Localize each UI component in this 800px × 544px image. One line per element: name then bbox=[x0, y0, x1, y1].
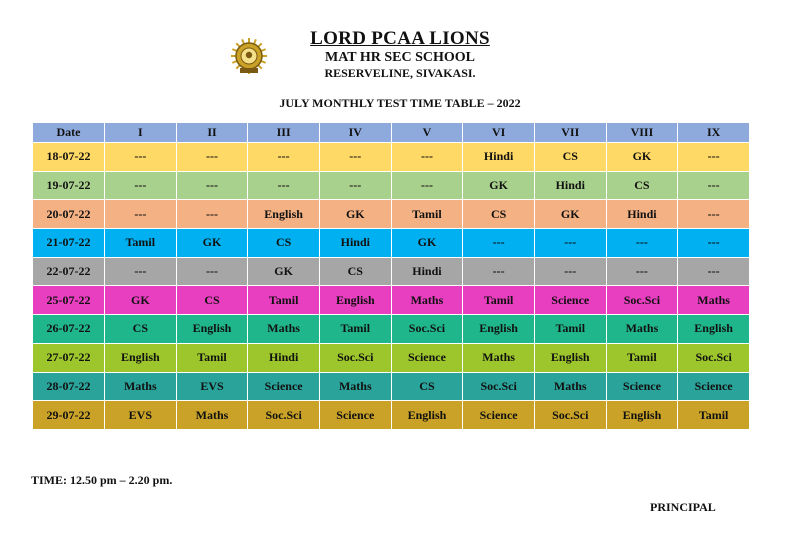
subject-cell: Tamil bbox=[105, 229, 177, 258]
subject-cell: --- bbox=[319, 171, 391, 200]
school-subtitle: MAT HR SEC SCHOOL bbox=[324, 50, 475, 65]
date-cell: 25-07-22 bbox=[33, 286, 105, 315]
table-row bbox=[33, 171, 750, 200]
subject-cell: CS bbox=[105, 315, 177, 344]
subject-cell: --- bbox=[678, 200, 750, 229]
subject-cell: Tamil bbox=[534, 315, 606, 344]
subject-cell: --- bbox=[534, 229, 606, 258]
subject-cell: Science bbox=[463, 401, 535, 430]
column-header: VIII bbox=[606, 123, 678, 143]
subject-cell: Tamil bbox=[319, 315, 391, 344]
subject-cell: English bbox=[463, 315, 535, 344]
subject-cell: CS bbox=[248, 229, 320, 258]
table-row bbox=[33, 229, 750, 258]
subject-cell: --- bbox=[678, 171, 750, 200]
table-row bbox=[33, 257, 750, 286]
subject-cell: Science bbox=[319, 401, 391, 430]
subject-cell: Maths bbox=[105, 372, 177, 401]
subject-cell: Soc.Sci bbox=[463, 372, 535, 401]
subject-cell: Soc.Sci bbox=[319, 343, 391, 372]
date-cell: 19-07-22 bbox=[33, 171, 105, 200]
subject-cell: Maths bbox=[176, 401, 248, 430]
subject-cell: Maths bbox=[248, 315, 320, 344]
school-location: RESERVELINE, SIVAKASI. bbox=[324, 66, 476, 80]
subject-cell: --- bbox=[391, 143, 463, 172]
subject-cell: GK bbox=[105, 286, 177, 315]
subject-cell: Soc.Sci bbox=[248, 401, 320, 430]
column-header: IX bbox=[678, 123, 750, 143]
subject-cell: GK bbox=[248, 257, 320, 286]
subject-cell: English bbox=[176, 315, 248, 344]
column-header: Date bbox=[33, 123, 105, 143]
school-name: LORD PCAA LIONS bbox=[310, 28, 490, 49]
subject-cell: --- bbox=[176, 200, 248, 229]
subject-cell: --- bbox=[606, 229, 678, 258]
subject-cell: --- bbox=[678, 229, 750, 258]
subject-cell: CS bbox=[463, 200, 535, 229]
subject-cell: English bbox=[105, 343, 177, 372]
subject-cell: Hindi bbox=[391, 257, 463, 286]
column-header: V bbox=[391, 123, 463, 143]
column-header: III bbox=[248, 123, 320, 143]
subject-cell: Tamil bbox=[176, 343, 248, 372]
timetable-body bbox=[33, 143, 750, 430]
subject-cell: Soc.Sci bbox=[678, 343, 750, 372]
column-header: I bbox=[105, 123, 177, 143]
date-cell: 28-07-22 bbox=[33, 372, 105, 401]
subject-cell: Hindi bbox=[248, 343, 320, 372]
subject-cell: --- bbox=[105, 171, 177, 200]
subject-cell: English bbox=[319, 286, 391, 315]
subject-cell: English bbox=[391, 401, 463, 430]
subject-cell: Hindi bbox=[319, 229, 391, 258]
subject-cell: --- bbox=[248, 171, 320, 200]
subject-cell: Science bbox=[678, 372, 750, 401]
date-cell: 18-07-22 bbox=[33, 143, 105, 172]
subject-cell: Soc.Sci bbox=[534, 401, 606, 430]
subject-cell: Maths bbox=[463, 343, 535, 372]
table-row bbox=[33, 286, 750, 315]
subject-cell: --- bbox=[463, 229, 535, 258]
subject-cell: CS bbox=[391, 372, 463, 401]
subject-cell: CS bbox=[534, 143, 606, 172]
subject-cell: English bbox=[534, 343, 606, 372]
subject-cell: --- bbox=[105, 257, 177, 286]
subject-cell: Hindi bbox=[534, 171, 606, 200]
subject-cell: --- bbox=[463, 257, 535, 286]
subject-cell: Hindi bbox=[463, 143, 535, 172]
column-header: IV bbox=[319, 123, 391, 143]
subject-cell: --- bbox=[678, 257, 750, 286]
subject-cell: GK bbox=[319, 200, 391, 229]
table-row bbox=[33, 372, 750, 401]
subject-cell: Maths bbox=[319, 372, 391, 401]
subject-cell: Maths bbox=[606, 315, 678, 344]
subject-cell: Science bbox=[606, 372, 678, 401]
subject-cell: --- bbox=[391, 171, 463, 200]
subject-cell: English bbox=[248, 200, 320, 229]
subject-cell: GK bbox=[176, 229, 248, 258]
subject-cell: Tamil bbox=[463, 286, 535, 315]
subject-cell: CS bbox=[176, 286, 248, 315]
subject-cell: --- bbox=[176, 143, 248, 172]
date-cell: 29-07-22 bbox=[33, 401, 105, 430]
column-header: II bbox=[176, 123, 248, 143]
date-cell: 27-07-22 bbox=[33, 343, 105, 372]
school-header bbox=[250, 28, 550, 81]
table-row bbox=[33, 343, 750, 372]
table-row bbox=[33, 315, 750, 344]
date-cell: 26-07-22 bbox=[33, 315, 105, 344]
subject-cell: --- bbox=[176, 257, 248, 286]
subject-cell: --- bbox=[105, 200, 177, 229]
date-cell: 20-07-22 bbox=[33, 200, 105, 229]
subject-cell: --- bbox=[319, 143, 391, 172]
column-header: VI bbox=[463, 123, 535, 143]
subject-cell: EVS bbox=[176, 372, 248, 401]
subject-cell: Tamil bbox=[391, 200, 463, 229]
subject-cell: Tamil bbox=[606, 343, 678, 372]
subject-cell: EVS bbox=[105, 401, 177, 430]
table-row bbox=[33, 401, 750, 430]
subject-cell: --- bbox=[176, 171, 248, 200]
date-cell: 22-07-22 bbox=[33, 257, 105, 286]
table-title: JULY MONTHLY TEST TIME TABLE – 2022 bbox=[279, 96, 521, 110]
subject-cell: GK bbox=[534, 200, 606, 229]
subject-cell: Tamil bbox=[678, 401, 750, 430]
subject-cell: Science bbox=[248, 372, 320, 401]
table-row bbox=[33, 200, 750, 229]
principal-signature-label: PRINCIPAL bbox=[650, 500, 716, 514]
exam-time: TIME: 12.50 pm – 2.20 pm. bbox=[31, 473, 173, 487]
table-row bbox=[33, 143, 750, 172]
subject-cell: --- bbox=[678, 143, 750, 172]
subject-cell: Science bbox=[534, 286, 606, 315]
subject-cell: Tamil bbox=[248, 286, 320, 315]
timetable bbox=[32, 122, 750, 430]
subject-cell: Maths bbox=[534, 372, 606, 401]
subject-cell: --- bbox=[534, 257, 606, 286]
subject-cell: Hindi bbox=[606, 200, 678, 229]
subject-cell: Science bbox=[391, 343, 463, 372]
subject-cell: --- bbox=[105, 143, 177, 172]
subject-cell: GK bbox=[606, 143, 678, 172]
column-header: VII bbox=[534, 123, 606, 143]
subject-cell: Maths bbox=[391, 286, 463, 315]
subject-cell: English bbox=[606, 401, 678, 430]
subject-cell: Soc.Sci bbox=[391, 315, 463, 344]
subject-cell: Maths bbox=[678, 286, 750, 315]
subject-cell: --- bbox=[606, 257, 678, 286]
date-cell: 21-07-22 bbox=[33, 229, 105, 258]
subject-cell: English bbox=[678, 315, 750, 344]
subject-cell: GK bbox=[463, 171, 535, 200]
subject-cell: GK bbox=[391, 229, 463, 258]
subject-cell: CS bbox=[606, 171, 678, 200]
subject-cell: Soc.Sci bbox=[606, 286, 678, 315]
timetable-header-row bbox=[33, 123, 750, 143]
subject-cell: --- bbox=[248, 143, 320, 172]
subject-cell: CS bbox=[319, 257, 391, 286]
